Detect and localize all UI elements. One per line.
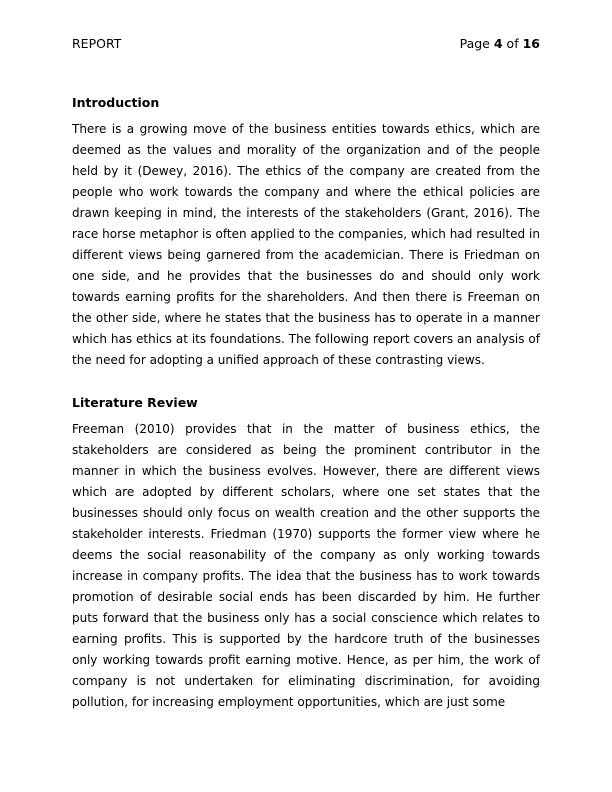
section-heading-introduction: Introduction [72,95,160,110]
page-of: of [506,36,519,51]
page-word: Page [459,36,490,51]
introduction-paragraph: There is a growing move of the business entities towards ethics, which are deemed as the values and morality of the organization and of the people held by it (Dewey, 2016). The ethics of the company are created from the people who work towards the company and where the ethical policies are drawn keeping in mind, the interests of the stakeholders (Grant, 2016). The race horse metaphor is often applied to the companies, which had resulted in different views being garnered from the academician. There is Friedman on one side, and he provides that the businesses do and should only work towards earning profits for the shareholders. And then there is Freeman on the other side, where he states that the business has to operate in a manner which has ethics at its foundations. The following report covers an analysis of the need for adopting a unified approach of these contrasting views. [72,122,540,367]
page-header [72,36,540,52]
section-heading-literature-review: Literature Review [72,395,198,410]
page-total: 16 [522,36,540,51]
section-spacer [72,371,540,394]
page-number [460,36,540,52]
document-body [72,94,540,713]
page-current: 4 [493,36,503,51]
header-title: REPORT [72,36,122,51]
literature-review-paragraph: Freeman (2010) provides that in the matter of business ethics, the stakeholders are considered as being the prominent contributor in the manner in which the business evolves. However, there are different views which are adopted by different scholars, where one set states that the businesses should only focus on wealth creation and the other supports the stakeholder interests. Friedman (1970) supports the former view where he deems the social reasonability of the company as only working towards increase in company profits. The idea that the business has to work towards promotion of desirable social ends has been discarded by him. He further puts forward that the business only has a social conscience which relates to earning profits. This is supported by the hardcore truth of the businesses only working towards profit earning motive. Hence, as per him, the work of company is not undertaken for eliminating discrimination, for avoiding pollution, for increasing employment opportunities, which are just some [72,422,540,709]
